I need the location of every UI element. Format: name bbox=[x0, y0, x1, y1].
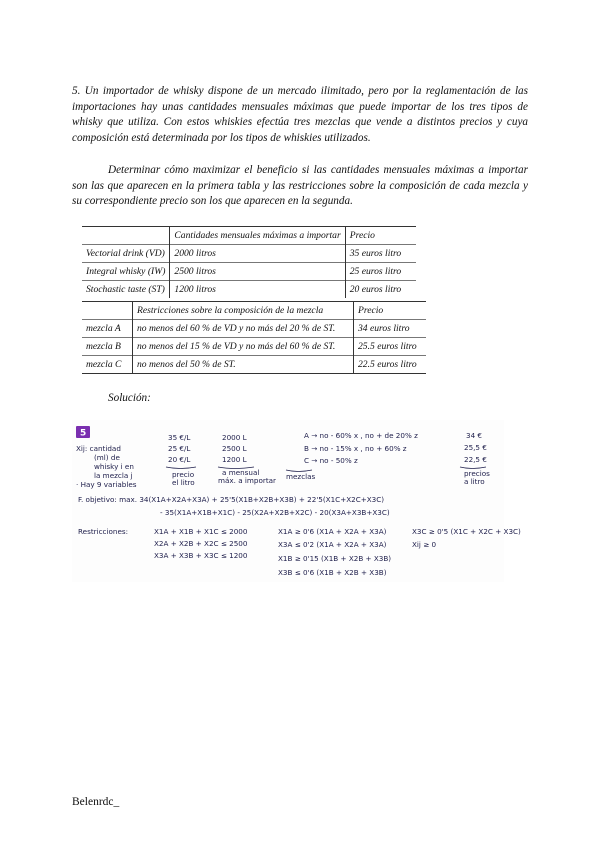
table-row bbox=[82, 356, 426, 374]
table-cell: Integral whisky (IW) bbox=[82, 263, 170, 281]
objective-line: F. objetivo: max. 34(X1A+X2A+X3A) + 25'5(X1B+X2B+X3B) + 22'5(X1C+X2C+X3C) bbox=[78, 495, 385, 504]
mix-rule: C → no - 50% z bbox=[304, 456, 358, 465]
author-name: Belenrdc_ bbox=[72, 796, 120, 808]
problem-task bbox=[72, 163, 528, 210]
table-cell: 25.5 euros litro bbox=[354, 338, 427, 356]
table-cell: no menos del 60 % de VD y no más del 20 % de ST. bbox=[133, 320, 354, 338]
mix-price-label: a litro bbox=[464, 477, 485, 486]
problem-statement bbox=[72, 84, 528, 146]
table-cell: mezcla C bbox=[82, 356, 133, 374]
price-label: precio bbox=[172, 470, 195, 479]
mix-restrictions-table bbox=[82, 301, 426, 374]
table-header-cell bbox=[82, 302, 133, 320]
restriction: X1A + X1B + X1C ≤ 2000 bbox=[154, 527, 248, 536]
mix-rule: B → no - 15% x , no + 60% z bbox=[304, 444, 407, 453]
badge-number: 5 bbox=[80, 428, 87, 439]
xij-line: · Hay 9 variables bbox=[76, 480, 137, 489]
restriction: X1B ≥ 0'15 (X1B + X2B + X3B) bbox=[278, 554, 392, 563]
table-header-cell: Precio bbox=[354, 302, 427, 320]
mix-label: mezclas bbox=[286, 472, 316, 481]
xij-line: (ml) de bbox=[94, 453, 120, 462]
table-cell: 2000 litros bbox=[170, 245, 345, 263]
problem-text: Un importador de whisky dispone de un mercado ilimitado, pero por la reglamentación de las importaciones hay unas cantidades mensuales máximas que puede importar de los tres tipos de whisky que utiliza. Con estos whiskies efectúa tres mezclas que vende a distintos precios y cuya composición está determinada por los tipos de whiskies utilizados. bbox=[72, 85, 529, 144]
price-value: 25 €/L bbox=[168, 444, 191, 453]
table-cell: no menos del 15 % de VD y no más del 60 % de ST. bbox=[133, 338, 354, 356]
mix-rule: A → no - 60% x , no + de 20% z bbox=[304, 431, 418, 440]
restriction: X3A ≤ 0'2 (X1A + X2A + X3A) bbox=[278, 540, 387, 549]
table-cell: Vectorial drink (VD) bbox=[82, 245, 170, 263]
table-cell: 34 euros litro bbox=[354, 320, 427, 338]
xij-line: la mezcla j bbox=[94, 471, 133, 480]
table-header-cell: Precio bbox=[345, 227, 416, 245]
table-header-row bbox=[82, 302, 426, 320]
mix-price: 25,5 € bbox=[464, 443, 487, 452]
table-row bbox=[82, 338, 426, 356]
table-header-cell: Cantidades mensuales máximas a importar bbox=[170, 227, 345, 245]
table-cell: Stochastic taste (ST) bbox=[82, 281, 170, 299]
restriction: X3A + X3B + X3C ≤ 1200 bbox=[154, 551, 248, 560]
import-limits-table bbox=[82, 226, 416, 298]
xij-line: Xij: cantidad bbox=[76, 444, 121, 453]
restriction: X3C ≥ 0'5 (X1C + X2C + X3C) bbox=[412, 527, 521, 536]
restriction: X2A + X2B + X2C ≤ 2500 bbox=[154, 539, 248, 548]
limit-value: 2000 L bbox=[222, 433, 247, 442]
limit-value: 1200 L bbox=[222, 455, 247, 464]
handwritten-solution bbox=[72, 420, 521, 582]
price-value: 20 €/L bbox=[168, 455, 191, 464]
restrictions-label: Restricciones: bbox=[78, 527, 129, 536]
xij-line: whisky i en bbox=[94, 462, 134, 471]
table-cell: mezcla B bbox=[82, 338, 133, 356]
mix-price: 34 € bbox=[466, 431, 483, 440]
table-cell: mezcla A bbox=[82, 320, 133, 338]
mix-price: 22,5 € bbox=[464, 455, 487, 464]
restriction: X3B ≤ 0'6 (X1B + X2B + X3B) bbox=[278, 568, 387, 577]
restriction: X1A ≥ 0'6 (X1A + X2A + X3A) bbox=[278, 527, 387, 536]
objective-line: - 35(X1A+X1B+X1C) - 25(X2A+X2B+X2C) - 20(X3A+X3B+X3C) bbox=[160, 508, 390, 517]
table-cell: 22.5 euros litro bbox=[354, 356, 427, 374]
problem-number: 5. bbox=[72, 85, 81, 97]
table-cell: 1200 litros bbox=[170, 281, 345, 299]
table-row bbox=[82, 263, 416, 281]
table-cell: 35 euros litro bbox=[345, 245, 416, 263]
price-value: 35 €/L bbox=[168, 433, 191, 442]
table-header-cell: Restricciones sobre la composición de la mezcla bbox=[133, 302, 354, 320]
limit-label: máx. a importar bbox=[218, 476, 277, 485]
mix-price-label: precios bbox=[464, 469, 490, 478]
table-row bbox=[82, 245, 416, 263]
table-row bbox=[82, 320, 426, 338]
limit-label: a mensual bbox=[222, 468, 260, 477]
table-cell: no menos del 50 % de ST. bbox=[133, 356, 354, 374]
table-cell: 25 euros litro bbox=[345, 263, 416, 281]
table-cell: 2500 litros bbox=[170, 263, 345, 281]
table-header-cell bbox=[82, 227, 170, 245]
price-label: el litro bbox=[172, 478, 195, 487]
bracket-stroke bbox=[166, 467, 196, 469]
task-text: Determinar cómo maximizar el beneficio si las cantidades mensuales máximas a importar son las que aparecen en la primera tabla y las restricciones sobre la composición de cada mezcla y su correspondiente precio son los que aparecen en la segunda. bbox=[72, 164, 528, 208]
table-cell: 20 euros litro bbox=[345, 281, 416, 299]
limit-value: 2500 L bbox=[222, 444, 247, 453]
restriction: Xij ≥ 0 bbox=[412, 540, 437, 549]
table-row bbox=[82, 281, 416, 299]
table-header-row bbox=[82, 227, 416, 245]
solution-label: Solución: bbox=[108, 392, 151, 404]
